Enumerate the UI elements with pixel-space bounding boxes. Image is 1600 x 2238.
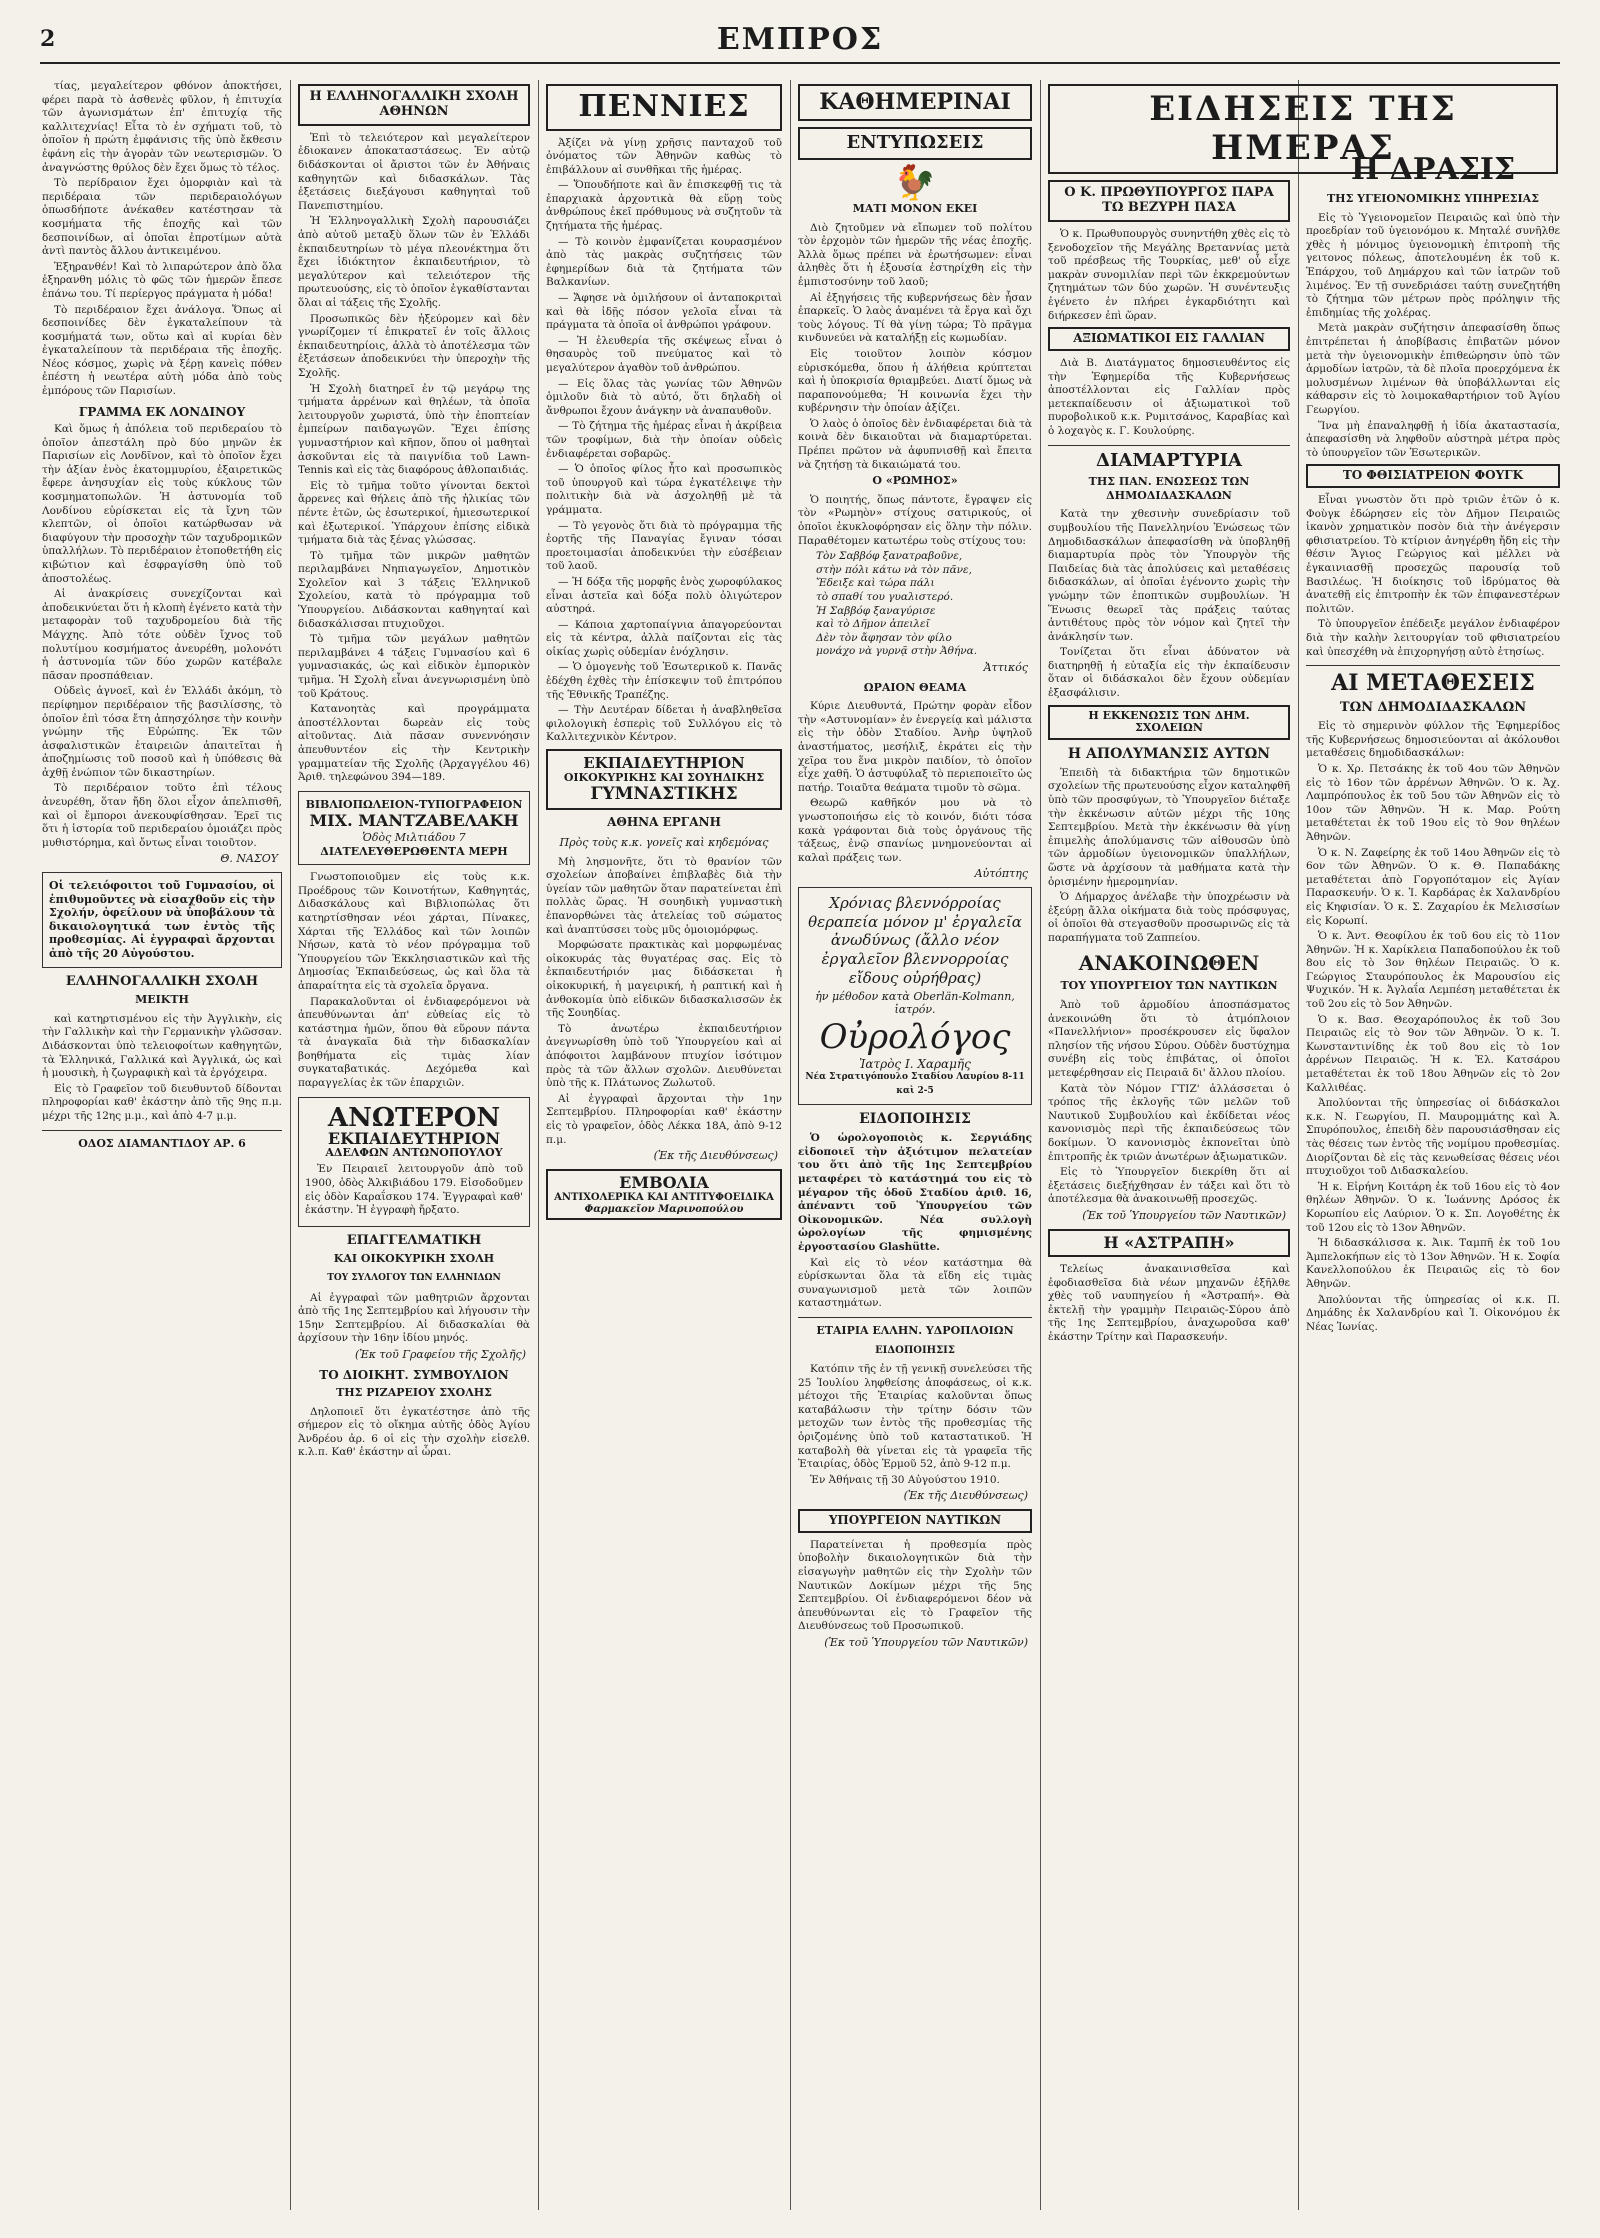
ad-line: Ἰατρὸς Ι. Χαραμῆς bbox=[859, 1056, 971, 1071]
paragraph: Ὁ κ. Βασ. Θεοχαρόπουλος ἐκ τοῦ 3ου Πειραιῶς εἰς τὸ 9ον τῶν Ἀθηνῶν. Ὁ κ. Ἰ. Κωνσταντινίδης ἐκ τοῦ 8ου εἰς τὸ 1ον ἀρρένων Πειραιῶς. Ἡ κ. Ἑλ. Κατσάρου μεταθέτεται ἐκ τοῦ 18ου Ἀθηνῶν εἰς τὸ 2ον Καλλιθέας. bbox=[1306, 1013, 1560, 1094]
paragraph: Κατὰ τὸν Νόμον ΓΤΙΖ' ἀλλάσσεται ὁ τρόπος τῆς ἐκλογῆς τῶν μελῶν τοῦ Ναυτικοῦ Συμβουλίου καὶ ἐκδίδεται νέος κανονισμὸς περὶ τῆς ἐκπαιδεύσεως τῶν δοκίμων. Ὁ κανονισμὸς ἐκπονεῖται ὑπὸ ἐπιτροπῆς ἐκ τριῶν ἀνωτέρων ἀξιωματικῶν. bbox=[1048, 1082, 1290, 1163]
paragraph: Δηλοποιεῖ ὅτι ἐγκατέστησε ἀπὸ τῆς σήμερον εἰς τὸ οἴκημα αὐτῆς ὁδὸς Ἀγίου Ἀνδρέου ἀρ. 6 οἱ εἰς τὴν σχολὴν εἰσελθ. κ.λ.π. Καθ' ἑκάστην αἱ ὧραι. bbox=[298, 1405, 530, 1459]
paragraph: καὶ κατηρτισμένου εἰς τὴν Ἀγγλικὴν, εἰς τὴν Γαλλικὴν καὶ τὴν Γερμανικὴν γλῶσσαν. Διδάσκονται ὑπὸ τελειοφοίτων καθηγητῶν, τὰ Ἑλληνικά, Γαλλικά καὶ Ἀγγλικά, ὡς καὶ ἡ μουσικὴ, ἡ ζωγραφικὴ καὶ τὰ ἐργόχειρα. bbox=[42, 1012, 282, 1080]
column-rule bbox=[290, 80, 291, 2210]
section-heading-box: ΥΠΟΥΡΓΕΙΟΝ ΝΑΥΤΙΚΩΝ bbox=[798, 1509, 1032, 1533]
ad-line: ΕΚΠΑΙΔΕΥΤΗΡΙΟΝ bbox=[327, 1129, 501, 1149]
ad-subheading: ΤΟΥ ΣΥΛΛΟΓΟΥ ΤΩΝ ΕΛΛΗΝΙΔΩΝ bbox=[327, 1273, 501, 1283]
section-subheading: Ο «ΡΩΜΗΟΣ» bbox=[872, 474, 958, 488]
column-6 bbox=[1306, 150, 1560, 2210]
section-heading: ΕΙΔΟΠΟΙΗΣΙΣ bbox=[859, 1111, 971, 1128]
paragraph: Ἀξίζει νὰ γίνῃ χρῆσις πανταχοῦ τοῦ ὀνόματος τῶν Ἀθηνῶν καθὼς τὸ ἐπιβάλλουν αἱ συνθῆκαι τῆς ἡμέρας. bbox=[546, 136, 782, 176]
paragraph: Τὸ ἀνωτέρω ἐκπαιδευτήριον ἀνεγνωρίσθη ὑπὸ τοῦ Ὑπουργείου καὶ αἱ ἀπόφοιτοι λαμβάνουν πτυχίον ἰσότιμον πρὸς τὰ τῶν ἄλλων σχολῶν. Διευθύνεται ὑπὸ τῆς κ. Πλάτωνος Ζωλωτοῦ. bbox=[546, 1022, 782, 1090]
address: ΟΔΟΣ ΔΙΑΜΑΝΤΙΔΟΥ ΑΡ. 6 bbox=[78, 1136, 246, 1150]
paragraph: Διὰ Β. Διατάγματος δημοσιευθέντος εἰς τὴν Ἐφημερίδα τῆς Κυβερνήσεως ἀποστέλλονται εἰς Γαλλίαν πρὸς μετεκπαίδευσιν οἱ ἀξιωματικοὶ τοῦ πυροβολικοῦ κ.κ. Ρυμιτσάνος, Καραβίας καὶ ὁ λοχαγὸς κ. Γ. Κουλούρης. bbox=[1048, 357, 1290, 437]
paragraph: Ὁ κ. Ν. Ζαφείρης ἐκ τοῦ 14ου Ἀθηνῶν εἰς τὸ 6ον τῶν Ἀθηνῶν. Ὁ κ. Θ. Παπαδάκης μεταθέτεται ἀπὸ Γοργοπόταμον εἰς Ἀγίαν Παρασκευήν. Ὁ κ. Ἰ. Καρδάρας ἐκ Χαλανδρίου εἰς Κηφισίαν. Ὁ κ. Σ. Ζαχαρίου ἐκ Μελισσίων εἰς Κορωπί. bbox=[1306, 846, 1560, 927]
article-subheading: ΤΗΣ ΥΓΕΙΟΝΟΜΙΚΗΣ ΥΠΗΡΕΣΙΑΣ bbox=[1326, 192, 1539, 205]
paragraph: Εἰς τὸ Ὑπουργεῖον διεκρίθη ὅτι αἱ ἐξετάσεις διεξήχθησαν ἐν τάξει καὶ ὅτι τὸ ἀποτέλεσμα θὰ ἀνακοινωθῇ προσεχῶς. bbox=[1048, 1166, 1290, 1206]
signature: Θ. ΝΑΣΟΥ bbox=[220, 852, 278, 866]
divider bbox=[798, 1317, 1032, 1318]
paragraph: — Ἄφησε νὰ ὁμιλήσουν οἱ ἀνταποκριταὶ καὶ θὰ ἰδῇς πόσον γελοῖα εἶναι τὰ πράγματα τὰ ὁποῖα οἱ ἀνθρώποι γράφουν. bbox=[546, 292, 782, 332]
signature: (Ἐκ τῆς Διευθύνσεως) bbox=[653, 1149, 778, 1163]
ad-heading-box bbox=[546, 749, 782, 810]
ad-line: ΑΝΩΤΕΡΟΝ bbox=[327, 1102, 501, 1133]
article-subheading: ΕΝΤΥΠΩΣΕΙΣ bbox=[798, 127, 1032, 160]
paragraph: Εἰς τὸ Γραφεῖον τοῦ διευθυντοῦ δίδονται πληροφορίαι καθ' ἑκάστην ἀπὸ τῆς 9ης π.μ. μέχρι τῆς 12ης μ.μ., καὶ ἀπὸ 4-7 μ.μ. bbox=[42, 1082, 282, 1122]
paragraph: — Ὁ ὁμογενὴς τοῦ Ἐσωτερικοῦ κ. Πανᾶς ἐδέχθη ἐχθὲς τὴν ἐπίσκεψιν τοῦ ἐπιτρόπου τῆς Ἐθνικῆς Τραπέζης. bbox=[546, 661, 782, 701]
advertisement-school bbox=[298, 1097, 530, 1227]
ad-line: Ὁδὸς Μιλτιάδου 7 bbox=[362, 830, 466, 844]
paragraph: — Τὸ κοινὸν ἐμφανίζεται κουρασμένον ἀπὸ τὰς μακρὰς συζητήσεις τῶν ἐφημερίδων διὰ τὰ ζητήματα τῶν Βαλκανίων. bbox=[546, 235, 782, 289]
ad-line: ΜΙΧ. ΜΑΝΤΖΑΒΕΛΑΚΗ bbox=[309, 811, 519, 831]
verse-line: Δὲν τὸν ἄφησαν τὸν φίλο bbox=[816, 631, 952, 644]
paragraph: Ἀπολύονται τῆς ὑπηρεσίας οἱ κ.κ. Π. Δημάδης ἐκ Χαλανδρίου καὶ Ἰ. Οἰκονόμου ἐκ Νέας Ἰωνίας. bbox=[1306, 1293, 1560, 1333]
ad-heading: ΤΟ ΔΙΟΙΚΗΤ. ΣΥΜΒΟΥΛΙΟΝ bbox=[319, 1367, 509, 1382]
ad-line: ΕΜΒΟΛΙΑ bbox=[619, 1172, 709, 1192]
article-subheading: ΤΗΣ ΠΑΝ. ΕΝΩΣΕΩΣ ΤΩΝ ΔΗΜΟΔΙΔΑΣΚΑΛΩΝ bbox=[1088, 475, 1250, 502]
paragraph: — Εἰς ὅλας τὰς γωνίας τῶν Ἀθηνῶν ὁμιλοῦν διὰ τὸ αὐτό, ὅτι δηλαδὴ οἱ ἄνθρωποι ἔχουν ἀνάγκην νὰ ἀναπαυθοῦν. bbox=[546, 377, 782, 417]
signature: (Ἐκ τοῦ Γραφείου τῆς Σχολῆς) bbox=[355, 1347, 526, 1361]
ad-line: ΑΝΤΙΧΟΛΕΡΙΚΑ ΚΑΙ ΑΝΤΙΤΥΦΟΕΙΔΙΚΑ bbox=[554, 1192, 774, 1204]
paper-name: ΕΜΠΡΟΣ bbox=[716, 22, 884, 57]
paragraph: Προσωπικῶς δὲν ἠξεύρομεν καὶ δὲν γνωρίζομεν τί ἐπικρατεῖ ἐν τοῖς ἄλλοις ἐκπαιδευτηρίοις, ἀλλὰ τὸ ἀποτέλεσμα τῶν ἐξετάσεων ἀποδεικνύει τὴν ὑπεροχὴν τῆς Σχολῆς. bbox=[298, 312, 530, 379]
paragraph: Μὴ λησμονῆτε, ὅτι τὸ θρανίον τῶν σχολείων ἀποβαίνει ἐπιβλαβὲς διὰ τὴν ὑγείαν τῶν μαθητῶν ὅταν παρατείνεται ἐπὶ πολλὰς ὥρας. Ἡ σουηδικὴ γυμναστικὴ ἐπανορθώνει τὰς ἀτελείας τοῦ σώματος καὶ ἀναπτύσσει τοὺς μῦς ὁμοιομόρφως. bbox=[546, 855, 782, 936]
ad-heading-box bbox=[546, 1169, 782, 1220]
paragraph: Αἱ ἐξηγήσεις τῆς κυβερνήσεως δὲν ἦσαν ἐπαρκεῖς. Ὁ λαὸς ἀναμένει τὰ ἔργα καὶ ὄχι τοὺς λόγους. Τί θὰ γίνῃ τώρα; Τὸ πρᾶγμα κινδυνεύει νὰ καταλήξῃ εἰς κωμωδίαν. bbox=[798, 291, 1032, 345]
paragraph: Εἰς τὸ τμῆμα τοῦτο γίνονται δεκτοὶ ἄρρενες καὶ θήλεις ἀπὸ τῆς ἡλικίας τῶν πέντε ἐτῶν, ὡς ἐσωτερικοί, ἡμιεσωτερικοί καὶ ἐξωτερικοί. Ὑπάρχουν ἐπίσης εἰδικὰ τμήματα διὰ τὰς ξένας γλώσσας. bbox=[298, 479, 530, 547]
school-subheading: ΜΕΙΚΤΗ bbox=[135, 993, 189, 1007]
paragraph: τίας, μεγαλείτερον φθόνον ἀποκτήσει, φέρει παρὰ τὸ ἀσθενὲς φῦλον, ἡ ἐπιτυχία τῶν ἀγωνισμάτων ἐπ' ἐπιτυχίᾳ τῆς καλλιτεχνίας! Εἶτα τὸ ἐν σχήματι τοῦ, τὸ ὁποῖον ἡ πρώτη ἐμφάνισις τῆς ὑπὸ ἔκθεσιν ἐφάνη εἰς τὴν ἀγορὰν τῶν νεωτερισμῶν. Ὁ ἀναγνώστης θρύλος δὲν ἔχει ὅμως τὸ τέλος. bbox=[42, 80, 282, 174]
rooster-icon: 🐓 bbox=[893, 162, 937, 203]
paragraph: Εἰς τοιοῦτον λοιπὸν κόσμον εὑρισκόμεθα, ὅπου ἡ ἀλήθεια κρύπτεται καὶ ἡ ὑποκρισία θριαμβεύει. Διατί ὅμως νὰ παραπονούμεθα; Ἡ κοινωνία ἔχει τὴν κυβέρνησιν τὴν ὁποίαν ἀξίζει. bbox=[798, 347, 1032, 415]
ad-subheading: ΤΗΣ ΡΙΖΑΡΕΙΟΥ ΣΧΟΛΗΣ bbox=[336, 1385, 492, 1399]
news-heading: ΕΙΔΗΣΕΙΣ ΤΗΣ ΗΜΕΡΑΣ bbox=[1048, 84, 1558, 174]
paragraph: Ἵνα μὴ ἐπαναληφθῇ ἡ ἰδία ἀκαταστασία, ἀπεφασίσθη νὰ ληφθοῦν αὐστηρὰ μέτρα πρὸς τὸ ὑπουργεῖον τῶν Ἐσωτερικῶν. bbox=[1306, 419, 1560, 459]
paragraph: Τὸ περίδραιον ἔχει ὁμορφιὰν καὶ τὰ περιδέραια τῶν περιδεραιολόγων ὁπωσδήποτε ἀνέκαθεν κατέστησαν τὰ κοσμήματα τῆς ἐποχῆς καὶ τῶν δεσποινίδων, αἱ ὁποῖαι ἐπροτίμων αὐτὰ ἀντὶ παντὸς ἄλλου ἀντικειμένου. bbox=[42, 177, 282, 258]
paragraph: Τὸ τμῆμα τῶν μεγάλων μαθητῶν περιλαμβάνει 4 τάξεις Γυμνασίου καὶ 6 γυμνασιακάς, ὡς καὶ εἰδικὸν ἐμπορικὸν τμῆμα. Ἡ Σχολὴ εἶναι ἀνεγνωρισμένη ὑπὸ τοῦ Κράτους. bbox=[298, 633, 530, 700]
signature: Αὐτόπτης bbox=[974, 867, 1028, 881]
article-subheading: ΤΩΝ ΔΗΜΟΔΙΔΑΣΚΑΛΩΝ bbox=[1339, 699, 1527, 715]
masthead bbox=[40, 18, 1560, 64]
section-subheading: ΕΙΔΟΠΟΙΗΣΙΣ bbox=[875, 1344, 955, 1356]
paragraph: Τὸ ὑπουργεῖον ἐπέδειξε μεγάλον ἐνδιαφέρον διὰ τὴν καλὴν λειτουργίαν τοῦ φθισιατρείου καὶ ὑπεσχέθη νὰ ἐπιχορηγήσῃ αὐτὸ ἐτησίως. bbox=[1306, 618, 1560, 658]
section-subheading: ΜΑΤΙ ΜΟΝΟΝ ΕΚΕΙ bbox=[852, 201, 978, 215]
ad-line: ΟΙΚΟΚΥΡΙΚΗΣ ΚΑΙ ΣΟΥΗΔΙΚΗΣ bbox=[563, 771, 765, 785]
paragraph: Αἱ ἀνακρίσεις συνεχίζονται καὶ ἀποδεικνύεται ὅτι ἡ κλοπὴ ἐγένετο κατὰ τὴν μεταφορὰν τοῦ ταχυδρομείου διὰ τῆς Μάγχης. Ἀπὸ τότε οὐδὲν ἴχνος τοῦ πολυτίμου κοσμήματος ἀνευρέθη, μολονότι ἡ ἀστυνομία τῶν δύο χωρῶν κατέβαλε πᾶσαν προσπάθειαν. bbox=[42, 588, 282, 682]
paragraph: Ἐν Ἀθήναις τῇ 30 Αὐγούστου 1910. bbox=[810, 1473, 1000, 1486]
ad-line: Φαρμακεῖον Μαρινοπούλου bbox=[584, 1203, 744, 1215]
column-4 bbox=[798, 80, 1032, 2210]
article-heading: Η ΔΡΑΣΙΣ bbox=[1350, 152, 1516, 187]
paragraph: Ἐπὶ τὸ τελειότερον καὶ μεγαλείτερον ἐδιοκανεν ἀποκαταστάσεως. Ἐν αὐτῷ διδάσκονται οἱ ἄριστοι τῶν ἐν Ἀθήναις καθηγητῶν καὶ διδασκάλων. Τὰς ἐξετάσεις διεξάγουσι καθηγηταὶ τοῦ Πανεπιστημίου. bbox=[298, 131, 530, 212]
paragraph: Διὸ ζητοῦμεν νὰ εἴπωμεν τοῦ πολίτου τὸν ἐρχομὸν τῶν ἡμερῶν τῆς νέας ἐποχῆς. Ἀλλὰ ὅμως πρέπει νὰ ἐρωτήσωμεν: εἶναι ἀληθὲς ὅτι ἡ ἐξουσία ἐστηρίχθη εἰς τὴν ἐμπιστοσύνην τοῦ λαοῦ; bbox=[798, 221, 1032, 288]
ad-line: Χρόνιας βλεννόρροίας θεραπεία μόνον μ' ἐργαλεῖα ἀνωδύνως (ἄλλο νέον ἐργαλεῖον βλεννορροίας εἴδους οὐρήθρας) bbox=[808, 893, 1022, 987]
paragraph: Κατὰ την χθεσινὴν συνεδρίασιν τοῦ συμβουλίου τῆς Πανελληνίου Ἑνώσεως τῶν Δημοδιδασκάλων ἀπεφασίσθη νὰ ὑποβληθῇ διαμαρτυρία πρὸς τὸν Ὑπουργὸν τῆς Παιδείας διὰ τὰς ἀπολύσεις καὶ μεταθέσεις διδασκάλων, αἱ ὁποῖαι ἐγένοντο χωρὶς τὴν γνώμην τῶν ἐποπτικῶν συμβουλίων. Ἡ Ἕνωσις θεωρεῖ τὰς πράξεις ταύτας ἀντιθέτους πρὸς τὸν νόμον καὶ ζητεῖ τὴν ἀνάκλησίν των. bbox=[1048, 508, 1290, 643]
paragraph: Τονίζεται ὅτι εἶναι ἀδύνατον νὰ διατηρηθῇ ἡ εὐταξία εἰς τὴν ἐκπαίδευσιν ὅταν οἱ διδάσκαλοι δὲν ἔχουν οὐδεμίαν ἐξασφάλισιν. bbox=[1048, 646, 1290, 700]
paragraph: — Τὸ γεγονὸς ὅτι διὰ τὸ πρόγραμμα τῆς ἑορτῆς τῆς Παναγίας ἔγιναν τόσαι προετοιμασίαι ἀποδεικνύει τὴν εὐσέβειαν τοῦ λαοῦ. bbox=[546, 519, 782, 573]
article-subheading: Η ΑΠΟΛΥΜΑΝΣΙΣ ΑΥΤΩΝ bbox=[1067, 745, 1271, 762]
ad-subheading: ΚΑΙ ΟΙΚΟΚΥΡΙΚΗ ΣΧΟΛΗ bbox=[333, 1252, 495, 1266]
section-subheading: ΩΡΑΙΟΝ ΘΕΑΜΑ bbox=[863, 680, 967, 694]
paragraph: Ἐξηρανθέν! Καὶ τὸ λιπαρώτερον ἀπὸ ὅλα ἐξηρανθη μόλις τὸ φῶς τῶν ἡμερῶν ἔπεσε ἐπάνω του. Τί περίεργος πράγματα ἡ μόδα! bbox=[42, 260, 282, 300]
signature: Ἀττικός bbox=[983, 660, 1028, 674]
ad-line: ΑΔΕΛΦΩΝ ΑΝΤΩΝΟΠΟΥΛΟΥ bbox=[325, 1145, 503, 1159]
ad-line: ΒΙΒΛΙΟΠΩΛΕΙΟΝ-ΤΥΠΟΓΡΑΦΕΙΟΝ bbox=[305, 797, 523, 811]
paragraph: Αἱ ἐγγραφαὶ τῶν μαθητριῶν ἄρχονται ἀπὸ τῆς 1ης Σεπτεμβρίου καὶ λήγουσιν τὴν 15ην Σεπτεμβρίου. Αἱ διδασκαλίαι θὰ ἀρχίσουν τὴν 16ην ἰδίου μηνός. bbox=[298, 1291, 530, 1345]
signature: (Ἐκ τοῦ Ὑπουργείου τῶν Ναυτικῶν) bbox=[1082, 1208, 1286, 1222]
paragraph: Ἡ Σχολὴ διατηρεῖ ἐν τῷ μεγάρῳ της τμήματα ἀρρένων καὶ θηλέων, τὰ ὁποῖα λειτουργοῦν χωριστά, ὑπὸ τὴν ἐποπτείαν ἐμπείρων παιδαγωγῶν. Ἔχει ἐπίσης γυμναστήριον καὶ κῆπον, ὅπου οἱ μαθηταὶ ἀσκοῦνται εἰς τὰ παιγνίδια τοῦ Lawn-Tennis καὶ εἰς τὰς διαφόρους ἀθλοπαιδιάς. bbox=[298, 382, 530, 477]
paragraph: Μορφώσατε πρακτικὰς καὶ μορφωμένας οἰκοκυράς τὰς θυγατέρας σας. Εἰς τὸ ἐκπαιδευτήριόν μας διδάσκεται ἡ οἰκοκυρική, ἡ μαγειρική, ἡ ραπτική καὶ ἡ ἀνθοκομία ὑπὸ εἰδικῶν διδασκαλισσῶν ἐκ τῆς Σουηδίας. bbox=[546, 939, 782, 1020]
paragraph: Εἰς τὸ σημερινὸν φύλλον τῆς Ἐφημερίδος τῆς Κυβερνήσεως δημοσιεύονται αἱ ἀκόλουθοι μεταθέσεις δημοδιδασκάλων: bbox=[1306, 720, 1560, 760]
article-heading: ΑΝΑΚΟΙΝΩΘΕΝ bbox=[1078, 951, 1260, 976]
notice-text: Οἱ τελειόφοιτοι τοῦ Γυμνασίου, οἱ ἐπιθυμοῦντες νὰ εἰσαχθοῦν εἰς τὴν Σχολήν, ὀφείλουν νὰ ὑποβάλουν τὰ δικαιολογητικά των ἐντὸς τῆς προθεσμίας. Αἱ ἐγγραφαὶ ἄρχονται ἀπὸ τῆς 20 Αὐγούστου. bbox=[49, 879, 275, 961]
verse-line: μονάχο νὰ γυρνᾷ στὴν Ἀθήνα. bbox=[816, 645, 978, 658]
paragraph: Τὸ περιδέραιον ἔχει ἀνάλογα. Ὅπως αἱ δεσποινίδες δὲν ἐγκαταλείπουν τὰ κοσμήματά των, οὕτω καὶ αἱ κυρίαι δὲν ἐγκαταλείπουν τὰ περιδέραια τῆς ἐποχῆς. Νέος κόσμος, χωρὶς νὰ ξέρῃ κανεὶς πόθεν ἐπέστη ἡ νεωτέρα αὐτὴ μόδα ἀπὸ τοὺς ἐμπόρους τῶν Παρισίων. bbox=[42, 303, 282, 398]
paragraph: Τὸ τμῆμα τῶν μικρῶν μαθητῶν περιλαμβάνει Νηπιαγωγεῖον, Δημοτικὸν Σχολεῖον καὶ 3 τάξεις Ἑλληνικοῦ Σχολείου, κατὰ τὸ πρόγραμμα τοῦ Ὑπουργείου. Διδάσκονται καθηγηταί καὶ διδασκάλισσαι πτυχιοῦχοι. bbox=[298, 549, 530, 630]
article-heading: ΑΙ ΜΕΤΑΘΕΣΕΙΣ bbox=[1306, 665, 1560, 696]
paragraph: Τελείως ἀνακαινισθεῖσα καὶ ἐφοδιασθεῖσα διὰ νέων μηχανῶν ἐξῆλθε χθὲς τοῦ ναυπηγείου ἡ «Ἀστραπή». Θὰ ἐκτελῇ τὴν γραμμὴν Πειραιῶς-Σύρου ἀπὸ τῆς 1ης Σεπτεμβρίου, ἀναχωροῦσα καθ' ἑκάστην Τρίτην καὶ Παρασκευήν. bbox=[1048, 1262, 1290, 1343]
paragraph: Ὁ κ. Χρ. Πετσάκης ἐκ τοῦ 4ου τῶν Ἀθηνῶν εἰς τὸ 16ον τῶν ἀρρένων Ἀθηνῶν. Ὁ κ. Ἀχ. Λαμπρόπουλος ἐκ τοῦ 5ου τῶν Ἀθηνῶν εἰς τὸ 10ον τῶν Ἀθηνῶν. Ἡ κ. Μαρ. Ρούτη μεταθέτεται ἐκ τοῦ 19ου εἰς τὸ 9ον θηλέων Ἀθηνῶν. bbox=[1306, 762, 1560, 843]
paragraph: — Κάποια χαρτοπαίγνια ἀπαγορεύονται εἰς τὰ κέντρα, ἀλλὰ παίζονται εἰς τὰς οἰκίας χωρὶς οὐδεμίαν ἐνόχλησιν. bbox=[546, 618, 782, 658]
article-heading: Ο Κ. ΠΡΩΘΥΠΟΥΡΓΟΣ ΠΑΡΑ ΤΩ ΒΕΖΥΡΗ ΠΑΣΑ bbox=[1048, 180, 1290, 222]
paragraph: Ὁ κ. Ἀντ. Θεοφίλου ἐκ τοῦ 6ου εἰς τὸ 11ον Ἀθηνῶν. Ἡ κ. Χαρίκλεια Παπαδοπούλου ἐκ τοῦ 8ου εἰς τὸ 3ον θηλέων Πειραιῶς. Ὁ κ. Γεώργιος Σταυρόπουλος ἐκ Μαρουσίου εἰς Ψυχικόν. Ἡ κ. Ἀγλαΐα Λεμπέση μεταθέτεται ἐκ τοῦ 2ου εἰς τὸ 5ον Ἀθηνῶν. bbox=[1306, 930, 1560, 1011]
ad-salutation: Πρὸς τοὺς κ.κ. γονεῖς καὶ κηδεμόνας bbox=[559, 836, 769, 850]
ad-line: Νέα Στρατιγόπουλο Σταδίου Λαυρίου 8-11 καὶ 2-5 bbox=[805, 1072, 1025, 1096]
paragraph: Ἡ κ. Εἰρήνη Κοιτάρη ἐκ τοῦ 16ου εἰς τὸ 4ον θηλέων Ἀθηνῶν. Ὁ κ. Ἰωάννης Δρόσος ἐκ Κορωπίου εἰς Λαύριον. Ὁ κ. Σπ. Λογοθέτης ἐκ τοῦ 12ου εἰς τὸ 13ον Ἀθηνῶν. bbox=[1306, 1180, 1560, 1234]
paragraph: — Τὴν Δευτέραν δίδεται ἡ ἀναβληθεῖσα φιλολογικὴ ἑσπερὶς τοῦ Συλλόγου εἰς τὸ Καλλιτεχνικὸν Κέντρον. bbox=[546, 704, 782, 744]
paragraph: Ὁ κ. Πρωθυπουργὸς συνηντήθη χθὲς εἰς τὸ ξενοδοχεῖον τῆς Μεγάλης Βρεταννίας μετὰ τοῦ πρέσβεως τῆς Τουρκίας, μεθ' οὗ εἶχε μακρὰν συνομιλίαν περὶ τῶν ἐκκρεμούντων ζητημάτων τῶν δύο χωρῶν. Ἡ συνέντευξις ἐγένετο ἐν πλήρει ἐγκαρδιότητι καὶ διήρκεσεν ἐπὶ ὥραν. bbox=[1048, 228, 1290, 322]
column-rule bbox=[790, 80, 791, 2210]
paragraph: — Ὁ ὁποῖος φίλος ἦτο καὶ προσωπικὸς τοῦ ὑπουργοῦ καὶ τώρα ἐγκατέλειψε τὴν πολιτικὴν διὰ νὰ ἀσχοληθῇ μὲ τὰ γράμματα. bbox=[546, 463, 782, 516]
article-heading: ΑΞΙΩΜΑΤΙΚΟΙ ΕΙΣ ΓΑΛΛΙΑΝ bbox=[1048, 327, 1290, 351]
paragraph: Τὸ περιδέραιον τοῦτο ἐπὶ τέλους ἀνευρέθη, ὅταν ἤδη ὅλοι εἶχον ἀπελπισθῆ, καὶ οἱ ἔμποροι ἀνεκουφίσθησαν. Ἐρεῖ τις ὅτι ἡ ἱστορία τοῦ περιδεραίου ὁμοιάζει πρὸς μυθιστόρημα, καὶ ὄντως εἶναι τοιοῦτον. bbox=[42, 782, 282, 849]
paragraph: Ὁ ποιητής, ὅπως πάντοτε, ἔγραψεν εἰς τὸν «Ρωμηὸν» στίχους σατιρικούς, οἱ ὁποῖοι ἐκυκλοφόρησαν εἰς ὅλην τὴν πόλιν. Παραθέτομεν κατωτέρω τοὺς στίχους του: bbox=[798, 493, 1032, 547]
paragraph: Ὁ Δήμαρχος ἀνέλαβε τὴν ὑποχρέωσιν νὰ ἐξεύρῃ ἄλλα οἰκήματα διὰ τοὺς πρόσφυγας, οἱ ὁποῖοι θὰ στεγασθοῦν προσωρινῶς εἰς τὰ παραπήγματα τοῦ Ζαππείου. bbox=[1048, 891, 1290, 944]
column-3 bbox=[546, 80, 782, 2210]
verse-line: Ἔδειξε καὶ τώρα πάλι bbox=[816, 577, 935, 590]
paragraph: — Ὅπουδήποτε καὶ ἂν ἐπισκεφθῇ τις τὰ ἐπαρχιακὰ ἀρχοντικὰ θὰ εὕρῃ τοὺς ἀνθρώπους ἐκεῖ πρόθυμους νὰ συζητοῦν τὰ ζητήματα τῆς ἡμέρας. bbox=[546, 179, 782, 233]
divider bbox=[42, 1130, 282, 1131]
ad-heading: ΕΠΑΓΓΕΛΜΑΤΙΚΗ bbox=[346, 1232, 482, 1248]
paragraph: Γνωστοποιοῦμεν εἰς τοὺς κ.κ. Προέδρους τῶν Κοινοτήτων, Καθηγητάς, Διδασκάλους καὶ Βιβλιοπώλας ὅτι κατηρτίσθησαν νέοι χάρται, Πίνακες, Χάρται τῆς Ἑλλάδος καὶ τῶν λοιπῶν Νήσων, κατὰ τὸ νέον πρόγραμμα τοῦ Ὑπουργείου τῶν Ἐκκλησιαστικῶν καὶ τῆς Δημοσίας Ἐκπαιδεύσεως, ὡς καὶ ὅλα τὰ ἀπαραίτητα εἰς τὰ σχολεῖα ὄργανα. bbox=[298, 871, 530, 992]
page-number: 2 bbox=[40, 26, 56, 52]
advertisement-urologist bbox=[798, 887, 1032, 1106]
paragraph: Εἶναι γνωστὸν ὅτι πρὸ τριῶν ἐτῶν ὁ κ. Φοὺγκ ἐδώρησεν εἰς τὸν Δῆμον Πειραιῶς ἱκανὸν χρηματικὸν ποσὸν διὰ τὴν ἀνέγερσιν φθισιατρείου. Τὸ κτίριον ἀνηγέρθη ἤδη εἰς τὴν θέσιν Ἄγιος Γεώργιος καὶ μέλλει νὰ ἐγκαινιασθῇ προσεχῶς παρουσίᾳ τοῦ Βασιλέως. Ἡ διοίκησις τοῦ ἱδρύματος θὰ ἀνατεθῇ εἰς ἐπιτροπὴν ἐκ τῶν ἐπιφανεστέρων πολιτῶν. bbox=[1306, 494, 1560, 615]
article-subheading: ΤΟΥ ΥΠΟΥΡΓΕΙΟΥ ΤΩΝ ΝΑΥΤΙΚΩΝ bbox=[1060, 979, 1278, 993]
signature: (Ἐκ τοῦ Ὑπουργείου τῶν Ναυτικῶν) bbox=[824, 1636, 1028, 1649]
paragraph: Ἀπὸ τοῦ ἀρμοδίου ἀποσπάσματος ἀνεκοινώθη ὅτι τὸ ἀτμόπλοιον «Πανελλήνιον» προσέκρουσεν εἰς ὕφαλον πλησίον τῆς νήσου Σύρου. Οὐδὲν δυστύχημα συνέβη εἰς τοὺς ἐπιβάτας, οἱ ὁποῖοι μετεφέρθησαν εἰς Πειραιᾶ δι' ἄλλου πλοίου. bbox=[1048, 999, 1290, 1080]
paragraph: Καὶ ὅμως ἡ ἀπόλεια τοῦ περιδεραίου τὸ ὁποῖον ἀπεστάλη πρὸ δύο μηνῶν ἐκ Παρισίων εἰς Λονδῖνον, καὶ τὸ ὁποῖον ἔχει τὴν ἀξίαν ἑνὸς ἑκατομμυρίου, ἐξαιρετικῶς ἔφερε ἀνησυχίαν εἰς τοὺς κύκλους τῶν κοσμηματοπωλῶν. Ἡ ἀστυνομία τοῦ Λονδίνου εὑρίσκεται εἰς τὰ ἴχνη τῶν κλεπτῶν, οἱ ὁποῖοι κατώρθωσαν νὰ διαφύγουν τὴν προσοχὴν τῶν ταχυδρομικῶν ὑπαλλήλων. Τὸ περιδέραιον ἐτοποθετήθη εἰς κιβώτιον καὶ ἐσφραγίσθη ὑπὸ τοῦ ἀποστολέως. bbox=[42, 423, 282, 585]
section-heading: ΓΡΑΜΜΑ ΕΚ ΛΟΝΔΙΝΟΥ bbox=[78, 404, 246, 419]
article-heading: ΚΑΘΗΜΕΡΙΝΑΙ bbox=[798, 84, 1032, 121]
column-rule bbox=[1298, 80, 1299, 2210]
paragraph: Καὶ εἰς τὸ νέον κατάστημα θὰ εὑρίσκωνται ὅλα τὰ εἴδη εἰς τιμὰς συναγωνισμοῦ μετὰ τῶν λοιπῶν καταστημάτων. bbox=[798, 1256, 1032, 1310]
ad-text: Ἐν Πειραιεῖ λειτουργοῦν ἀπὸ τοῦ 1900, ὁδὸς Ἀλκιβιάδου 179. Εἰσοδοῦμεν εἰς ὁδὸν Καραΐσκου 174. Ἐγγραφαὶ καθ' ἑκάστην. Ἡ ἐγγραφὴ ἤρξατο. bbox=[305, 1163, 523, 1217]
ad-line: ΓΥΜΝΑΣΤΙΚΗΣ bbox=[590, 783, 738, 804]
paragraph: Παρακαλοῦνται οἱ ἐνδιαφερόμενοι νὰ ἀπευθύνωνται ἀπ' εὐθείας εἰς τὸ κατάστημα ἡμῶν, ὅπου θὰ εὕρουν πάντα τὰ ἀναγκαῖα διὰ τὴν διδασκαλίαν βοηθήματα εἰς τιμὰς λίαν συγκαταβατικάς. Δεχόμεθα καὶ παραγγελίας ἐκ τῶν ἐπαρχιῶν. bbox=[298, 995, 530, 1090]
paragraph: Ὁ ὡρολογοποιὸς κ. Σεργιάδης εἰδοποιεῖ τὴν ἀξιότιμον πελατείαν του ὅτι ἀπὸ τῆς 1ης Σεπτεμβρίου μεταφέρει τὸ κατάστημά του εἰς τὸ μέγαρον τῆς ὁδοῦ Σταδίου ἀριθ. 16, ἀπέναντι τοῦ Ὑπουργείου τῶν Οἰκονομικῶν. Νέα συλλογὴ ὡρολογίων τῆς φημισμένης ἐργοστασίου Glashütte. bbox=[798, 1132, 1032, 1253]
verse-line: Ἡ Σαββόφ ξαναγύρισε bbox=[816, 604, 936, 617]
column-1 bbox=[42, 80, 282, 2210]
paragraph: — Ἡ ἐλευθερία τῆς σκέψεως εἶναι ὁ θησαυρὸς τοῦ πνεύματος καὶ τὸ μεγαλύτερον ἀγαθὸν τοῦ ἀνθρώπου. bbox=[546, 334, 782, 374]
paragraph: — Ἡ δόξα τῆς μορφῆς ἑνὸς χωροφύλακος εἶναι ἀστεῖα καὶ δόξα πολὺ ὀλιγώτερον αὐστηρά. bbox=[546, 575, 782, 616]
ad-line: ΔΙΑΤΕΛΕΥΘΕΡΩΘΕΝΤΑ ΜΕΡΗ bbox=[320, 844, 508, 858]
article-heading: Η «ΑΣΤΡΑΠΗ» bbox=[1048, 1229, 1290, 1257]
poem bbox=[798, 550, 1032, 659]
column-2 bbox=[298, 80, 530, 2210]
paragraph: Οὐδεὶς ἀγνοεῖ, καὶ ἐν Ἑλλάδι ἀκόμη, τὸ περίφημον περιδέραιον τῆς βασιλίσσης, τὸ ὁποῖον ἐπὶ τόσα ἔτη ἀπησχόλησε τὴν κοινὴν γνώμην τῆς Εὐρώπης. Ἐκ τῶν ἀσφαλιστικῶν ἑταιρειῶν ἀπαιτεῖται ἡ ἀποζημίωσις τοῦ ποσοῦ καὶ ἡ ὑπόθεσις θὰ ἀχθῇ ἐνώπιον τῶν δικαστηρίων. bbox=[42, 685, 282, 779]
paragraph: Θεωρῶ καθῆκόν μου νὰ τὸ γνωστοποιήσω εἰς τὸ κοινόν, διότι τόσα κακὰ γράφονται διὰ τοὺς ὀργάνους τῆς τάξεως, ἐνῷ σπανίως μνημονεύονται αἱ καλαὶ πράξεις των. bbox=[798, 797, 1032, 864]
column-rule bbox=[538, 80, 539, 2210]
paragraph: — Τὸ ζήτημα τῆς ἡμέρας εἶναι ἡ ἀκρίβεια τῶν τροφίμων, διὰ τὴν ὁποίαν οὐδεὶς ἐνδιαφέρεται σοβαρῶς. bbox=[546, 420, 782, 460]
column-rule bbox=[1040, 80, 1041, 2210]
school-heading: ΕΛΛΗΝΟΓΑΛΛΙΚΗ ΣΧΟΛΗ bbox=[65, 973, 259, 989]
paragraph: Κύριε Διευθυντά, Πρώτην φορὰν εἶδον τὴν «Αστυνομίαν» ἐν ἐνεργείᾳ καὶ μάλιστα εἰς τὴν ὁδὸν Σταδίου. Ἀνὴρ ὑψηλοῦ ἀναστήματος, μεσήλιξ, ἐκράτει εἰς τὴν χεῖρα του ἕνα μικρὸν παιδίον, τὸ ὁποῖον εἶχε χαθῆ. Ὁ ἀστυφύλαξ τὸ περιεποιεῖτο ὡς πατήρ. Τοιαῦτα θεάματα τιμοῦν τὸ σῶμα. bbox=[798, 700, 1032, 794]
paragraph: Κατόπιν τῆς ἐν τῇ γενικῇ συνελεύσει τῆς 25 Ἰουλίου ληφθείσης ἀποφάσεως, οἱ κ.κ. μέτοχοι τῆς Ἑταιρίας καλοῦνται ὅπως καταβάλωσιν τὴν τρίτην δόσιν τῶν μετοχῶν των ἐντὸς τῆς προθεσμίας τῆς ὁριζομένης ὑπὸ τοῦ καταστατικοῦ. Ἡ καταβολὴ θὰ γίνεται εἰς τὰ γραφεῖα τῆς Ἑταιρίας, ὁδὸς Ἑρμοῦ 52, ἀπὸ 9-12 π.μ. bbox=[798, 1363, 1032, 1471]
paragraph: Παρατείνεται ἡ προθεσμία πρὸς ὑποβολὴν δικαιολογητικῶν διὰ τὴν εἰσαγωγὴν μαθητῶν εἰς τὴν Σχολὴν τῶν Ναυτικῶν Δοκίμων μέχρι τῆς 5ης Σεπτεμβρίου. Οἱ ἐνδιαφερόμενοι δέον νὰ ἀπευθύνωνται εἰς τὸ Γραφεῖον τῆς Διευθύνσεως τοῦ Προσωπικοῦ. bbox=[798, 1538, 1032, 1633]
paragraph: Αἱ ἐγγραφαὶ ἄρχονται τὴν 1ην Σεπτεμβρίου. Πληροφορίαι καθ' ἑκάστην εἰς τὸ γραφεῖον, ὁδὸς Λέκκα 18Α, ἀπὸ 9-12 π.μ. bbox=[546, 1092, 782, 1146]
article-heading: Η ΕΚΚΕΝΩΣΙΣ ΤΩΝ ΔΗΜ. ΣΧΟΛΕΙΩΝ bbox=[1048, 705, 1290, 740]
ad-subheading: ΑΘΗΝΑ ΕΡΓΑΝΗ bbox=[607, 815, 721, 830]
signature: (Ἐκ τῆς Διευθύνσεως) bbox=[903, 1489, 1028, 1503]
paragraph: Ἡ Ἑλληνογαλλικὴ Σχολὴ παρουσιάζει ἀπὸ αὐτοῦ μεταξὺ ὅλων τῶν ἐν Ἑλλάδι ἐκπαιδευτηρίων τὸ μέγα πλεονέκτημα ὅτι ἔχει ἰδιόκτητον ἐκπαιδευτήριον, τὸ μεγαλύτερον καὶ τελειότερον τῆς πρωτευούσης, εἰς τὸ ὁποῖον ἐγκαθίστανται ὅλαι αἱ τάξεις τῆς Σχολῆς. bbox=[298, 215, 530, 309]
ad-line: ἡν μέθοδον κατὰ Oberlän-Kolmann, ἰατρόν. bbox=[815, 989, 1015, 1017]
verse-line: Τὸν Σαββόφ ξανατραβοῦνε, bbox=[816, 550, 963, 563]
paragraph: Ἡ διδασκάλισσα κ. Ἀικ. Ταμπῆ ἐκ τοῦ 1ου Ἀμπελοκήπων εἰς τὸ 13ον Ἀθηνῶν. Ἡ κ. Σοφία Κανελλοπούλου ἐκ Πειραιῶς εἰς τὸ 6ον Ἀθηνῶν. bbox=[1306, 1237, 1560, 1290]
article-heading: ΔΙΑΜΑΡΤΥΡΙΑ bbox=[1048, 445, 1290, 472]
paragraph: Ἀπολύονται τῆς ὑπηρεσίας οἱ διδάσκαλοι κ.κ. Ν. Γεωργίου, Π. Μαυρομμάτης καὶ Ἀ. Σπυρόπουλος, ἐπειδὴ δὲν παρουσιάσθησαν εἰς τὰς θέσεις των ἐντὸς τῆς νομίμου προθεσμίας. Διορίζονται δὲ εἰς τὰς κενωθείσας θέσεις νέοι πτυχιοῦχοι τοῦ Διδασκαλείου. bbox=[1306, 1097, 1560, 1178]
ad-line: ΕΚΠΑΙΔΕΥΤΗΡΙΟΝ bbox=[583, 754, 745, 773]
verse-line: καὶ τὸ Δῆμον ἀπειλεῖ bbox=[816, 618, 930, 631]
paragraph: Μετὰ μακρὰν συζήτησιν ἀπεφασίσθη ὅπως ἐπιτρέπεται ἡ ἀποβίβασις ἐπιβατῶν μόνον μετὰ τὴν ὑγειονομικὴν ἐπιθεώρησιν ὑπὸ τῶν ἁρμοδίων ἰατρῶν, τὰ δὲ πλοῖα προερχόμενα ἐκ μολυσμένων λιμένων θὰ ὑποβάλλωνται εἰς κάθαρσιν εἰς τὸ λοιμοκαθαρτήριον τοῦ Ἁγίου Γεωργίου. bbox=[1306, 322, 1560, 416]
article-heading: ΠΕΝΝΙΕΣ bbox=[546, 84, 782, 131]
paragraph: Ὁ λαὸς ὁ ὁποῖος δὲν ἐνδιαφέρεται διὰ τὰ κοινὰ δὲν δικαιοῦται νὰ διαμαρτύρεται. Πρέπει πρῶτον νὰ ἀφυπνισθῇ καὶ ἔπειτα νὰ ζητήσῃ τὰ δικαιώματά του. bbox=[798, 417, 1032, 471]
verse-line: τὸ σπαθί του γυαλιστερό. bbox=[816, 591, 954, 604]
article-heading: ΤΟ ΦΘΙΣΙΑΤΡΕΙΟΝ ΦΟΥΓΚ bbox=[1306, 464, 1560, 488]
paragraph: Κατανοητὰς καὶ προγράμματα ἀποστέλλονται δωρεὰν εἰς τοὺς αἰτοῦντας. Διὰ πᾶσαν συνεννόησιν ἀπευθυντέον εἰς τὴν Κεντρικὴν γραμματείαν τῆς Σχολῆς (Ἀρχαγγέλου 46) Ἀριθ. τηλεφώνου 394—189. bbox=[298, 703, 530, 784]
paragraph: Εἰς τὸ Ὑγειονομεῖον Πειραιῶς καὶ ὑπὸ τὴν προεδρίαν τοῦ ὑγειονόμου κ. Μηταλέ συνῆλθε χθὲς ἡ μόνιμος ὑγειονομικὴ ἐπιτροπὴ τῆς γειτονος πόλεως, ἀποτελουμένη ἐκ τοῦ κ. Ἐπάρχου, τοῦ Δημάρχου καὶ τῶν ἰατρῶν τοῦ λιμένος. Ἐν τῇ συνεδριάσει ταύτῃ συνεζητήθη τὸ ζήτημα τῶν μέτρων πρὸς πρόληψιν τῆς ἐπιδημίας τῆς χολέρας. bbox=[1306, 211, 1560, 319]
article-heading: Η ΕΛΛΗΝΟΓΑΛΛΙΚΗ ΣΧΟΛΗ ΑΘΗΝΩΝ bbox=[298, 84, 530, 126]
ad-title: Οὐρολόγος bbox=[819, 1016, 1011, 1057]
paragraph: Ἐπειδὴ τὰ διδακτήρια τῶν δημοτικῶν σχολείων τῆς πρωτευούσης εἶχον καταληφθῆ ὑπὸ τῶν προσφύγων, τὸ Ὑπουργεῖον διέταξε τὴν ἐκκένωσιν αὐτῶν μέχρι τῆς 10ης Σεπτεμβρίου. Μετὰ τὴν ἐκκένωσιν θὰ γίνῃ ἐπιμελὴς ἀπολύμανσις τῶν αἰθουσῶν ὑπὸ τῶν ἁρμοδίων ὑγειονομικῶν ὑπαλλήλων, ὥστε νὰ ἀρχίσουν τὰ μαθήματα κατὰ τὴν ὁρισμένην ἡμερομηνίαν. bbox=[1048, 766, 1290, 888]
section-subheading: ΕΤΑΙΡΙΑ ΕΛΛΗΝ. ΥΔΡΟΠΛΟΙΩΝ bbox=[816, 1323, 1014, 1337]
notice-box bbox=[42, 872, 282, 968]
verse-line: στὴν πόλι κάτω νὰ τὸν πᾶνε, bbox=[816, 563, 973, 576]
advertisement-bookstore bbox=[298, 791, 530, 865]
